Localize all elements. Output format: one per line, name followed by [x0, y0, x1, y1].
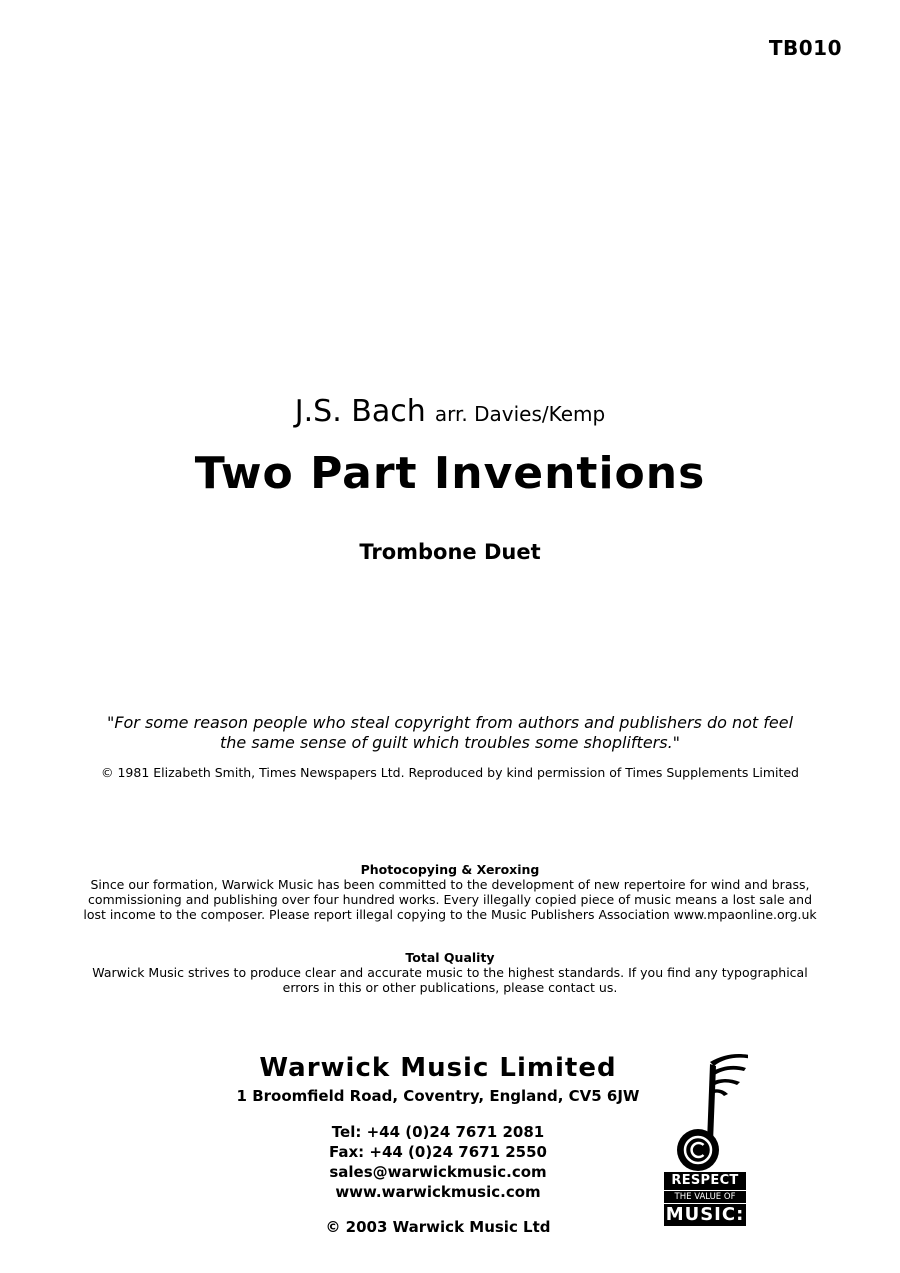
website-link[interactable]: www.warwickmusic.com: [335, 1183, 541, 1201]
publisher-contact: [200, 1122, 676, 1202]
photocopying-line-3: lost income to the composer. Please report illegal copying to the Music Publishers Association www.mpaonline.org.uk: [83, 907, 817, 922]
composer-name: J.S. Bach: [294, 394, 426, 429]
photocopying-heading: Photocopying & Xeroxing: [360, 862, 540, 877]
quote-line-1: "For some reason people who steal copyright from authors and publishers do not feel: [106, 713, 794, 732]
quality-heading: Total Quality: [405, 950, 495, 965]
email-link[interactable]: sales@warwickmusic.com: [329, 1163, 547, 1181]
instrumentation-subtitle: Trombone Duet: [359, 540, 541, 564]
piece-title: Two Part Inventions: [194, 448, 706, 499]
quality-notice: [0, 950, 900, 995]
catalog-number: TB010: [768, 36, 842, 60]
respect-music-logo: [664, 1050, 748, 1234]
quality-line-2: errors in this or other publications, please contact us.: [282, 980, 618, 995]
quality-line-1: Warwick Music strives to produce clear and accurate music to the highest standards. If you find any typographical: [92, 965, 808, 980]
quote-line-2: the same sense of guilt which troubles some shoplifters.": [219, 733, 681, 752]
publisher-block: [200, 1052, 676, 1236]
publisher-name: Warwick Music Limited: [259, 1053, 617, 1083]
fax: Fax: +44 (0)24 7671 2550: [328, 1143, 547, 1161]
photocopying-notice: [0, 862, 900, 922]
publisher-address: 1 Broomfield Road, Coventry, England, CV5 6JW: [236, 1087, 640, 1105]
logo-respect-text: RESPECT: [671, 1173, 739, 1188]
arranger-credit: arr. Davies/Kemp: [434, 402, 606, 426]
quote-credit: © 1981 Elizabeth Smith, Times Newspapers Ltd. Reproduced by kind permission of Times Supplements Limited: [101, 765, 799, 780]
logo-value-text: THE VALUE OF: [664, 1190, 746, 1204]
telephone: Tel: +44 (0)24 7671 2081: [331, 1123, 545, 1141]
photocopying-line-1: Since our formation, Warwick Music has been committed to the development of new repertoire for wind and brass,: [90, 877, 810, 892]
photocopying-line-2: commissioning and publishing over four hundred works. Every illegally copied piece of music means a lost sale and: [87, 892, 813, 907]
copyright-quote: [0, 713, 900, 753]
respect-badge: [664, 1172, 746, 1226]
composer-line: [0, 394, 900, 429]
music-note-icon: [664, 1050, 748, 1172]
copyright-notice: © 2003 Warwick Music Ltd: [325, 1218, 551, 1236]
logo-music-text: MUSIC:: [665, 1204, 745, 1225]
